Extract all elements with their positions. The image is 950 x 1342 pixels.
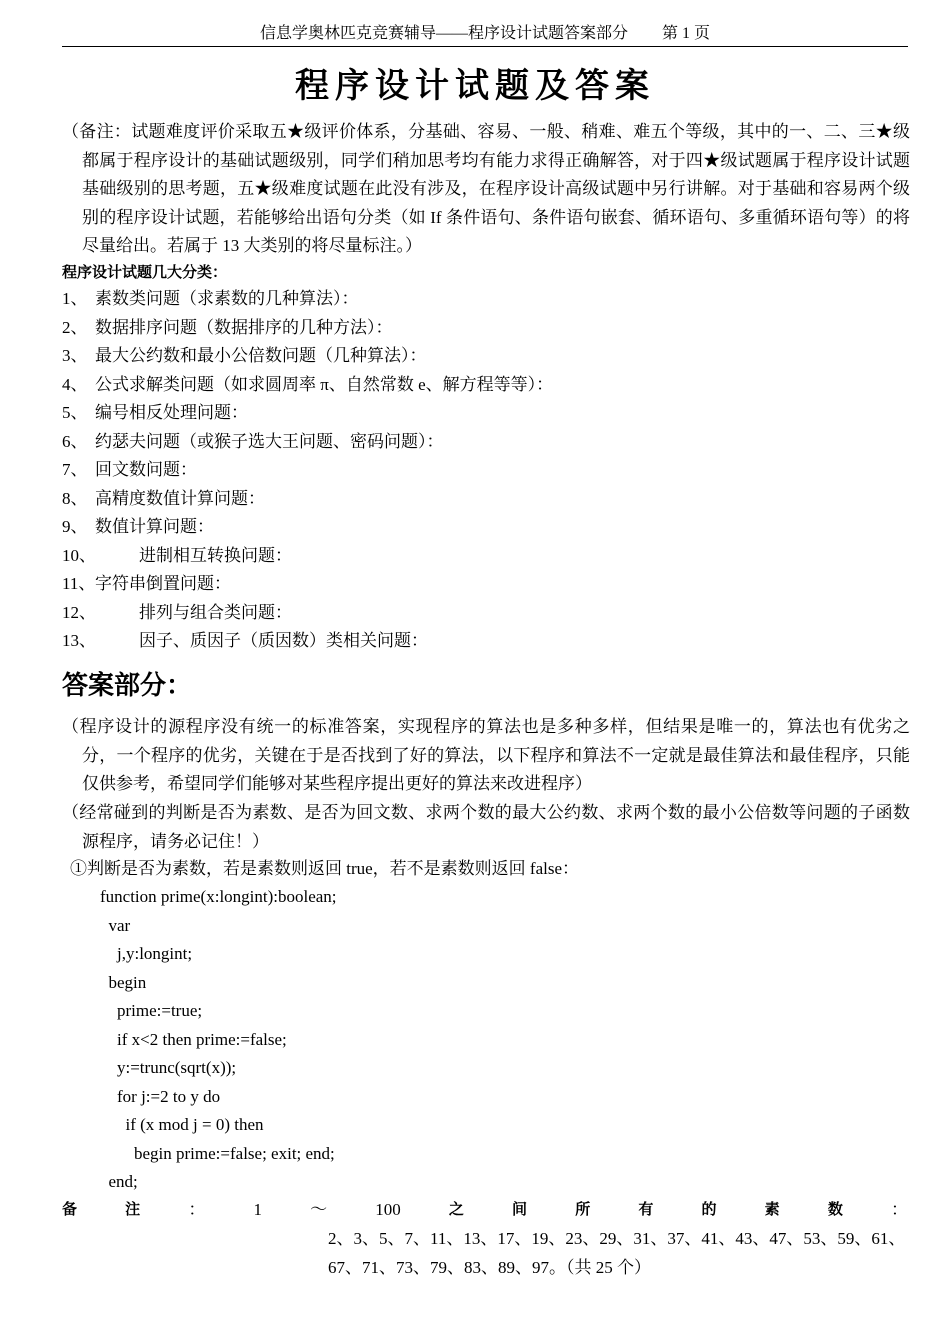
list-item-text: 最大公约数和最小公倍数问题（几种算法）：: [95, 346, 427, 365]
list-item-text: 数值计算问题：: [95, 517, 214, 536]
note-char: 数: [827, 1202, 843, 1218]
list-item: [62, 485, 908, 514]
note-char: 的: [701, 1202, 717, 1218]
list-item-text: 编号相反处理问题：: [95, 403, 248, 422]
code-line: y:=trunc(sqrt(x));: [100, 1058, 237, 1077]
note-char: 之: [448, 1202, 464, 1218]
list-item: [62, 314, 908, 343]
note-char: ：: [188, 1200, 206, 1219]
note-char: 注: [125, 1202, 141, 1218]
list-item-number: 7、: [62, 460, 88, 479]
note-char: 有: [638, 1202, 654, 1218]
list-item-text: 约瑟夫问题（或猴子选大王问题、密码问题）：: [95, 431, 444, 451]
item-1-title: ①判断是否为素数，若是素数则返回 true，若不是素数则返回 false：: [70, 859, 580, 878]
list-item: [62, 342, 908, 371]
list-item-number: 10、: [62, 545, 96, 565]
code-line: if x<2 then prime:=false;: [100, 1029, 287, 1049]
code-line: end;: [100, 1172, 138, 1191]
list-item-number: 2、: [62, 317, 88, 337]
list-item-text: 数据排序问题（数据排序的几种方法）：: [95, 317, 393, 337]
list-item-number: 4、: [62, 374, 88, 394]
list-item-text: 高精度数值计算问题：: [95, 488, 265, 508]
list-item-number: 1、: [62, 289, 88, 308]
code-line: var: [100, 915, 131, 935]
list-item-number: 3、: [62, 346, 88, 365]
list-item: [62, 599, 908, 628]
list-item-number: 5、: [62, 403, 88, 422]
list-item-text: 回文数问题：: [95, 460, 197, 479]
code-line: begin: [100, 972, 147, 992]
list-item: [62, 399, 908, 428]
intro-paragraph: （备注：试题难度评价采取五★级评价体系，分基础、容易、一般、稍难、难五个等级，其中的一、二、三★级都属于程序设计的基础试题级别，同学们稍加思考均有能力求得正确解答，对于四★级试题属于程序设计试题基础级别的思考题，五★级难度试题在此没有涉及，在程序设计高级试题中另行讲解。对于基础和容易两个级别的程序设计试题，若能够给出语句分类（如 If 条件语句、条件语句嵌套、循环语句、多重循环语句等）的将尽量给出。若属于 13 大类别的将尽量标注。）: [62, 122, 910, 255]
primes-list: 2、3、5、7、11、13、17、19、23、29、31、37、41、43、47、53、59、61、67、71、73、79、83、89、97。（共 25 个）: [328, 1229, 906, 1277]
list-item-text: 排列与组合类问题：: [139, 602, 292, 622]
list-item-number: 12、: [62, 602, 96, 622]
answer-note-2: （经常碰到的判断是否为素数、是否为回文数、求两个数的最大公约数、求两个数的最小公倍数等问题的子函数源程序，请务必记住！）: [62, 803, 910, 851]
note-char: ：: [890, 1200, 908, 1219]
list-item: [62, 513, 908, 542]
list-item: [62, 371, 908, 400]
list-item-number: 6、: [62, 431, 88, 451]
list-item: [62, 570, 908, 599]
list-item-text: 因子、质因子（质因数）类相关问题：: [139, 631, 428, 650]
list-item-number: 11、: [62, 574, 96, 593]
list-item: [62, 285, 908, 314]
note-char: ～: [310, 1200, 328, 1219]
code-line: function prime(x:longint):boolean;: [100, 887, 337, 906]
document-title: 程序设计试题及答案: [295, 68, 655, 105]
code-line: if (x mod j = 0) then: [100, 1115, 264, 1134]
page-number: 第 1 页: [662, 25, 711, 42]
header-title: 信息学奥林匹克竞赛辅导——程序设计试题答案部分: [259, 25, 628, 42]
list-item-number: 8、: [62, 488, 88, 508]
note-char: 100: [375, 1200, 401, 1219]
list-item: [62, 428, 908, 457]
note-char: 所: [575, 1202, 591, 1218]
list-item-text: 进制相互转换问题：: [139, 545, 292, 565]
note-char: 间: [512, 1202, 528, 1218]
list-item: [62, 542, 908, 571]
categories-list: [62, 285, 908, 656]
code-line: begin prime:=false; exit; end;: [100, 1143, 335, 1163]
note-row: [62, 1196, 908, 1225]
list-item: [62, 627, 908, 656]
answer-note-1: （程序设计的源程序没有统一的标准答案，实现程序的算法也是多种多样，但结果是唯一的，算法也有优劣之分，一个程序的优劣，关键在于是否找到了好的算法，以下程序和算法不一定就是最佳算法和最佳程序，只能仅供参考，希望同学们能够对某些程序提出更好的算法来改进程序）: [62, 717, 910, 793]
code-block: [100, 883, 337, 1197]
code-line: for j:=2 to y do: [100, 1086, 221, 1106]
answer-heading: 答案部分：: [62, 671, 193, 700]
note-char: 备: [62, 1202, 78, 1218]
list-item-text: 公式求解类问题（如求圆周率 π、自然常数 e、解方程等等）：: [95, 374, 554, 394]
categories-heading: 程序设计试题几大分类：: [62, 265, 228, 281]
code-line: prime:=true;: [100, 1001, 203, 1020]
list-item-number: 13、: [62, 631, 96, 650]
page-header: [62, 24, 908, 47]
code-line: j,y:longint;: [100, 944, 193, 963]
note-char: 1: [253, 1200, 262, 1219]
list-item-text: 素数类问题（求素数的几种算法）：: [95, 289, 359, 308]
list-item-text: 字符串倒置问题：: [95, 574, 231, 593]
list-item: [62, 456, 908, 485]
list-item-number: 9、: [62, 517, 88, 536]
note-char: 素: [764, 1202, 780, 1218]
